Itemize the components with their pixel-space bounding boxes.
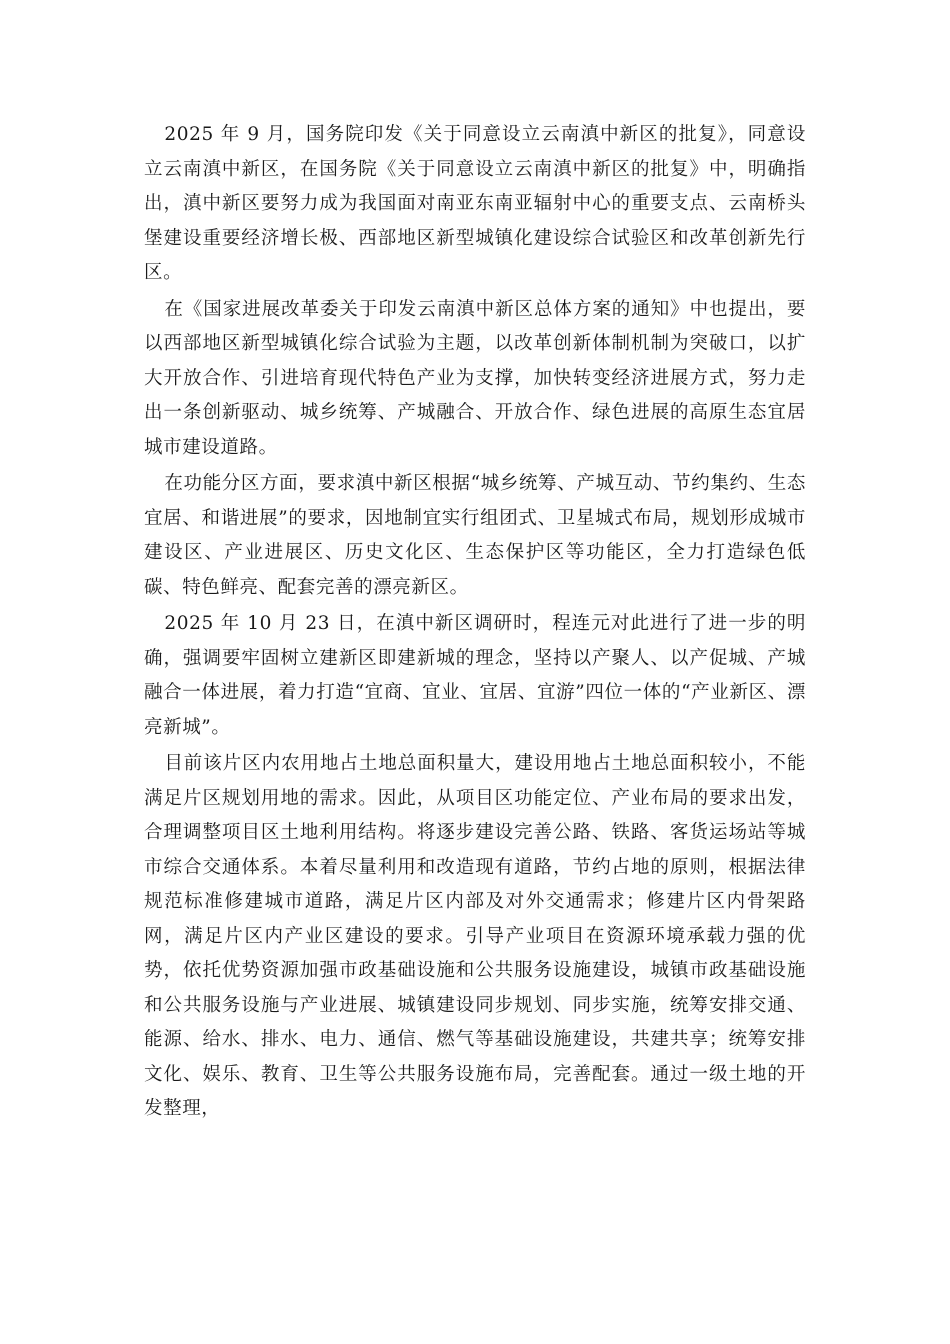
paragraph-1: 2025 年 9 月，国务院印发《关于同意设立云南滇中新区的批复》，同意设立云南滇中新区，在国务院《关于同意设立云南滇中新区的批复》中，明确指出，滇中新区要努力成为我国面对南亚东南亚辐射中心的重要支点、云南桥头堡建设重要经济增长极、西部地区新型城镇化建设综合试验区和改革创新先行区。 xyxy=(144,124,806,283)
paragraph-2: 在《国家进展改革委关于印发云南滇中新区总体方案的通知》中也提出，要以西部地区新型城镇化综合试验为主题，以改革创新体制机制为突破口，以扩大开放合作、引进培育现代特色产业为支撑，加快转变经济进展方式，努力走出一条创新驱动、城乡统筹、产城融合、开放合作、绿色进展的高原生态宜居城市建设道路。 xyxy=(144,298,806,458)
document-body xyxy=(144,118,806,1129)
paragraph-4: 2025 年 10 月 23 日，在滇中新区调研时，程连元对此进行了进一步的明确，强调要牢固树立建新区即建新城的理念，坚持以产聚人、以产促城、产城融合一体进展，着力打造“宜商、宜业、宜居、宜游”四位一体的“产业新区、漂亮新城”。 xyxy=(144,613,806,738)
paragraph-3: 在功能分区方面，要求滇中新区根据“城乡统筹、产城互动、节约集约、生态宜居、和谐进展”的要求，因地制宜实行组团式、卫星城式布局，规划形成城市建设区、产业进展区、历史文化区、生态保护区等功能区，全力打造绿色低碳、特色鲜亮、配套完善的漂亮新区。 xyxy=(144,473,806,598)
paragraph-5: 目前该片区内农用地占土地总面积量大，建设用地占土地总面积较小，不能满足片区规划用地的需求。因此，从项目区功能定位、产业布局的要求出发，合理调整项目区土地利用结构。将逐步建设完善公路、铁路、客货运场站等城市综合交通体系。本着尽量利用和改造现有道路，节约占地的原则，根据法律规范标准修建城市道路，满足片区内部及对外交通需求；修建片区内骨架路网，满足片区内产业区建设的要求。引导产业项目在资源环境承载力强的优势，依托优势资源加强市政基础设施和公共服务设施建设，城镇市政基础设施和公共服务设施与产业进展、城镇建设同步规划、同步实施，统筹安排交通、能源、给水、排水、电力、通信、燃气等基础设施建设，共建共享；统筹安排文化、娱乐、教育、卫生等公共服务设施布局，完善配套。通过一级土地的开发整理， xyxy=(144,753,806,1119)
